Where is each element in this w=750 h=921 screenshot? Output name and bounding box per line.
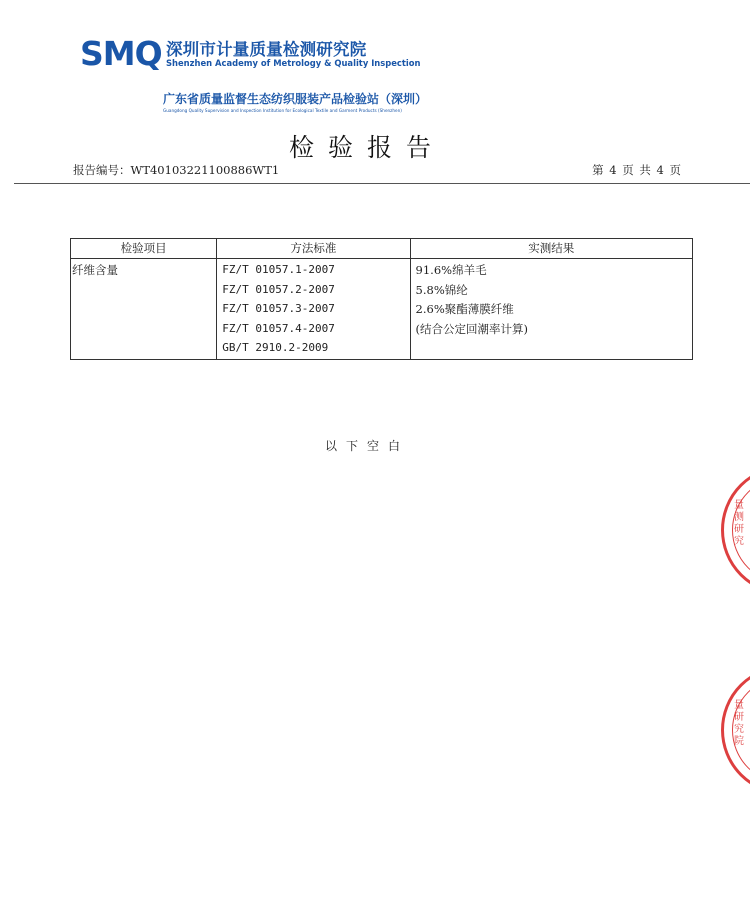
table-header-row xyxy=(71,239,693,259)
page-info: 第 4 页 共 4 页 xyxy=(592,163,681,177)
cell-test-results xyxy=(410,259,692,360)
blank-below-note: 以下空白 xyxy=(324,439,409,453)
report-number-line xyxy=(73,162,279,178)
results-table xyxy=(70,238,693,360)
header-method: 方法标准 xyxy=(217,239,410,259)
test-result: 91.6%绵羊毛 xyxy=(415,263,487,277)
org-logo xyxy=(80,34,421,74)
test-result: 2.6%聚酯薄膜纤维 xyxy=(415,302,514,316)
report-title: 检验报告 xyxy=(288,133,445,162)
org-name-en: Shenzhen Academy of Metrology & Quality Inspection xyxy=(166,58,421,68)
cell-method-standards xyxy=(217,259,410,360)
smq-logo-mark xyxy=(80,36,162,72)
cell-test-item xyxy=(71,259,217,360)
method-standard: FZ/T 01057.1-2007 xyxy=(222,263,335,276)
method-standard: FZ/T 01057.4-2007 xyxy=(222,321,335,335)
header-item: 检验项目 xyxy=(71,239,217,259)
test-result: 5.8%锦纶 xyxy=(415,282,468,297)
method-standard: GB/T 2910.2-2009 xyxy=(222,341,329,354)
report-number-label: 报告编号： xyxy=(73,163,131,177)
report-number: WT40103221100886WT1 xyxy=(130,163,280,177)
header-divider xyxy=(14,183,750,184)
station-name-en: Guangdong Quality Supervision and Inspection Institution for Ecological Textile and Garment Products (Shenzhen) xyxy=(163,108,402,113)
smq-logo-text: SMQ xyxy=(80,34,162,73)
test-item-name: 纤维含量 xyxy=(72,263,118,277)
test-result-note: (结合公定回潮率计算) xyxy=(415,321,529,336)
header-result: 实测结果 xyxy=(410,239,692,259)
method-standard: FZ/T 01057.2-2007 xyxy=(222,282,335,296)
station-name-cn: 广东省质量监督生态纺织服装产品检验站（深圳） xyxy=(163,92,428,106)
table-row xyxy=(71,259,693,360)
method-standard: FZ/T 01057.3-2007 xyxy=(222,302,335,315)
seal-text: 量研究院 xyxy=(734,700,744,747)
official-seal-stamp xyxy=(721,465,750,595)
org-name-cn: 深圳市计量质量检测研究院 xyxy=(166,40,367,59)
seal-text: 量测研究 xyxy=(734,500,744,547)
official-seal-stamp xyxy=(721,665,750,795)
station-name xyxy=(163,92,428,114)
